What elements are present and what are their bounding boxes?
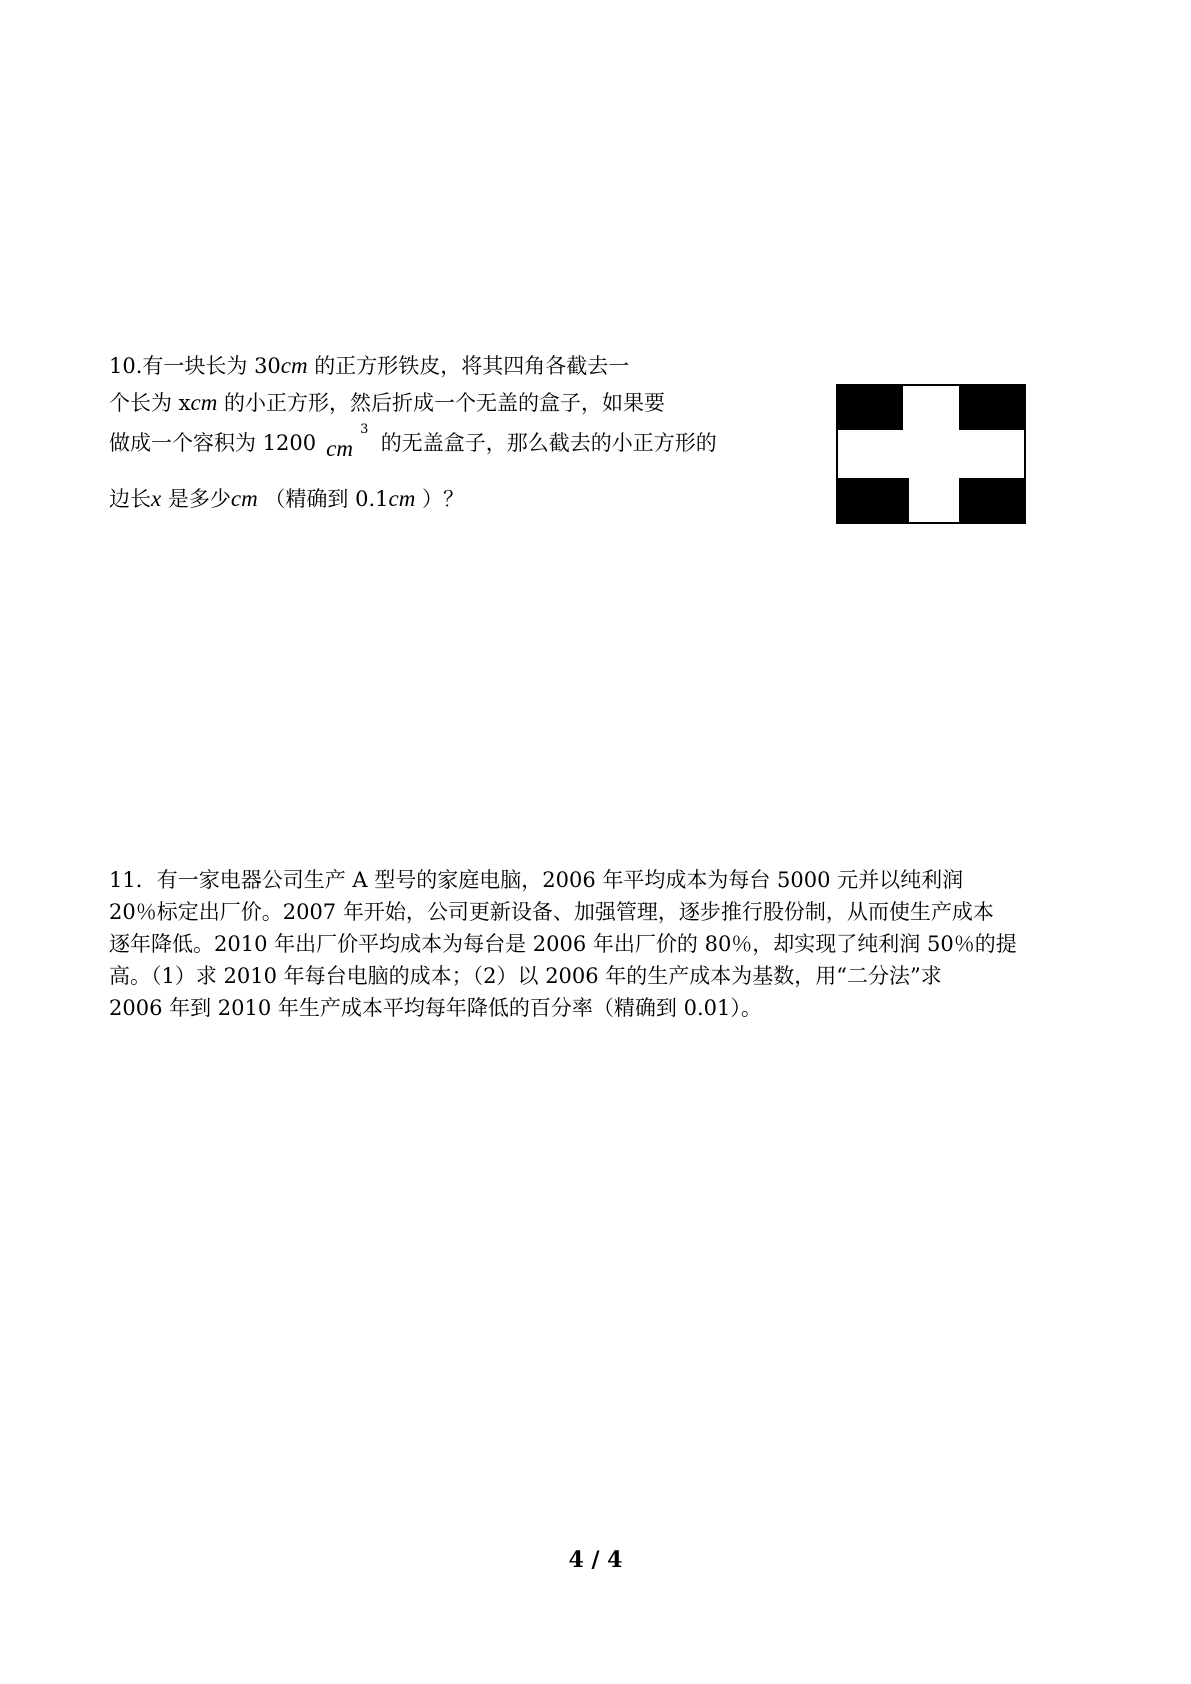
q10-line-4: 边长x 是多少cm （精确到 0.1cm ）？ (109, 486, 464, 511)
q11-line-3: 逐年降低。2010 年出厂价平均成本为每台是 2006 年出厂价的 80％，却实现了纯利润 50％的提 (109, 932, 1017, 956)
corner-square-bottom-right (959, 478, 1025, 523)
square-corners-cut-diagram (836, 384, 1026, 524)
corner-square-bottom-left (837, 478, 909, 523)
q11-line-5: 2006 年到 2010 年生产成本平均每年降低的百分率（精确到 0.01）。 (109, 996, 762, 1020)
q10-line-2: 个长为 xcm 的小正方形，然后折成一个无盖的盒子，如果要 (109, 390, 666, 415)
q10-line-3: 做成一个容积为 1200 cm 3 的无盖盒子，那么截去的小正方形的 (109, 422, 717, 461)
q11-line-4: 高。（1）求 2010 年每台电脑的成本；（2）以 2006 年的生产成本为基数，用“二分法”求 (109, 964, 942, 988)
page-number: 4 / 4 (568, 1547, 623, 1573)
q10-line-1: 10.有一块长为 30cm 的正方形铁皮，将其四角各截去一 (109, 353, 630, 378)
q11-line-1: 11．有一家电器公司生产 A 型号的家庭电脑，2006 年平均成本为每台 5000 元并以纯利润 (109, 868, 964, 892)
corner-square-top-right (959, 385, 1025, 430)
q11-line-2: 20％标定出厂价。2007 年开始，公司更新设备、加强管理，逐步推行股份制，从而使生产成本 (109, 900, 994, 924)
corner-square-top-left (837, 385, 903, 430)
cubic-cm-unit: cm 3 (326, 422, 369, 461)
